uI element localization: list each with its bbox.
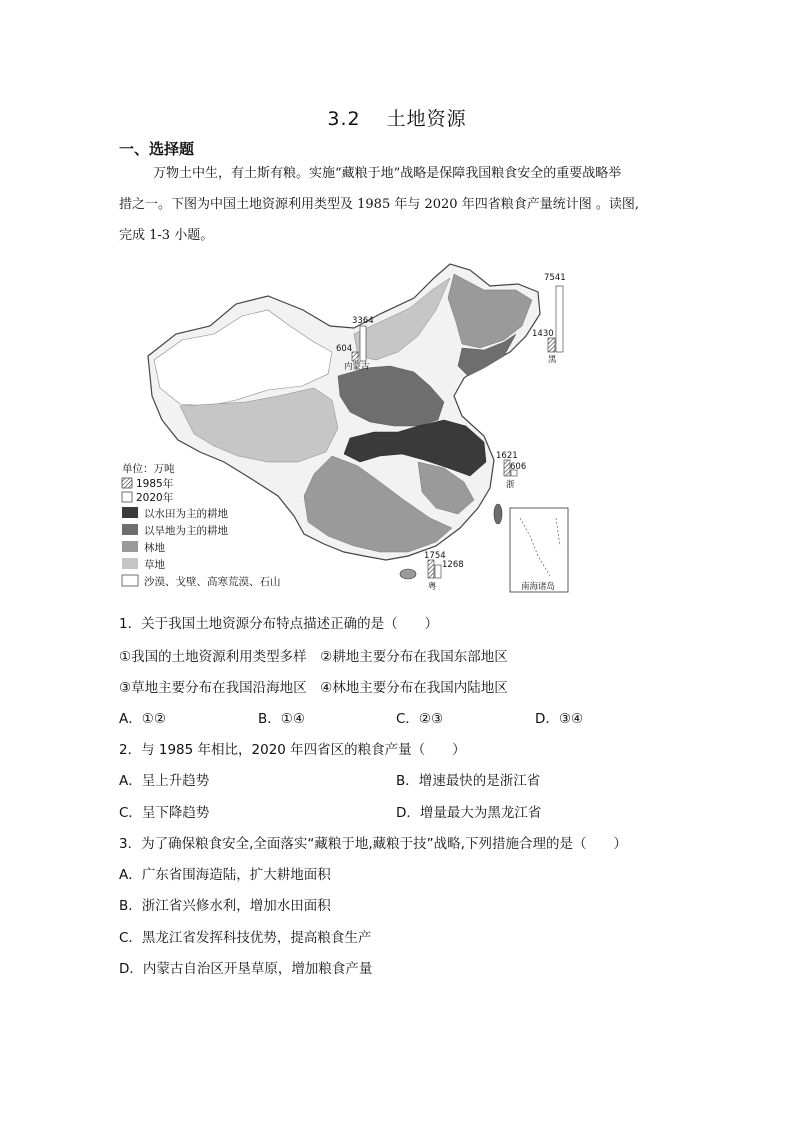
legend-label-2020: 2020年 [136,492,174,504]
question-1-statement-1: ①我国的土地资源利用类型多样 ②耕地主要分布在我国东部地区 [119,649,508,665]
legend-label-desert: 沙漠、戈壁、高寒荒漠、石山 [144,576,281,588]
bar-value-1985: 604 [336,344,353,354]
question-1-option-b[interactable]: B．①④ [258,711,305,727]
question-3-option-d[interactable]: D．内蒙古自治区开垦草原，增加粮食产量 [119,961,373,977]
legend-label-1985: 1985年 [136,478,174,490]
bar-province-label: 内蒙古 [344,362,370,372]
question-1-option-d[interactable]: D．③④ [535,711,584,727]
section-heading: 一、选择题 [119,140,195,158]
bar-value-2020: 3364 [352,316,374,326]
bar-1985 [428,560,434,578]
bar-2020 [435,565,441,578]
question-3-stem: 3．为了确保粮食安全,全面落实“藏粮于地,藏粮于技”战略,下列措施合理的是（ ） [119,836,627,852]
page-title [0,104,794,131]
question-3-option-c[interactable]: C．黑龙江省发挥科技优势，提高粮食生产 [119,930,372,946]
question-2-option-a[interactable]: A．呈上升趋势 [119,773,210,789]
legend-swatch-paddy [122,507,138,518]
bar-2020 [360,326,366,361]
legend-swatch-1985 [122,478,132,488]
bar-1985 [352,352,358,361]
intro-line-3: 完成 1-3 小题。 [119,228,214,243]
bar-province-label: 浙 [506,480,515,490]
question-1-option-c[interactable]: C．②③ [396,711,444,727]
legend-label-forest: 林地 [144,542,165,554]
question-2-option-c[interactable]: C．呈下降趋势 [119,805,210,821]
legend-swatch-dry [122,524,138,535]
taiwan-island [494,504,502,524]
title-number: 3.2 [327,108,361,130]
legend-label-grass: 草地 [144,559,165,571]
legend-swatch-grass [122,558,138,569]
hainan-island [400,569,416,579]
legend-swatch-2020 [122,492,132,502]
bar-province-label: 黑 [548,355,557,365]
south-china-sea-inset [510,508,568,592]
question-2-option-b[interactable]: B．增速最快的是浙江省 [396,773,541,789]
question-1-statement-2: ③草地主要分布在我国沿海地区 ④林地主要分布在我国内陆地区 [119,680,508,696]
bar-value-1985: 1621 [496,451,518,461]
legend-label-paddy: 以水田为主的耕地 [144,508,228,520]
question-1-stem: 1．关于我国土地资源分布特点描述正确的是（ ） [119,616,439,632]
question-2-stem: 2．与 1985 年相比，2020 年四省区的粮食产量（ ） [119,742,466,758]
question-2-option-d[interactable]: D．增量最大为黑龙江省 [396,805,542,821]
intro-line-1: 万物土中生，有土斯有粮。实施“藏粮于地”战略是保障我国粮食安全的重要战略举 [153,166,622,181]
bar-group-guangdong [424,551,464,592]
bar-value-2020: 606 [510,462,527,472]
legend-label-dry: 以旱地为主的耕地 [144,525,228,537]
bar-province-label: 粤 [428,582,437,592]
bar-2020 [556,286,563,352]
intro-line-2: 措之一。下图为中国土地资源利用类型及 1985 年与 2020 年四省粮食产量统计图 。读图, [119,197,639,212]
bar-value-1985: 1754 [424,551,446,561]
intro-paragraph [119,158,675,251]
bar-value-2020: 1268 [442,560,464,570]
bar-group-zhejiang [496,451,526,490]
bar-value-2020: 7541 [544,273,566,283]
inset-label: 南海诸岛 [520,582,556,592]
legend-unit: 单位：万吨 [122,463,175,475]
question-3-option-b[interactable]: B．浙江省兴修水利，增加水田面积 [119,898,331,914]
bar-1985 [548,338,555,352]
bar-value-1985: 1430 [532,329,554,339]
question-1-option-a[interactable]: A．①② [119,711,166,727]
land-use-map-figure [118,256,578,596]
legend-swatch-desert [122,575,138,586]
question-3-option-a[interactable]: A．广东省围海造陆，扩大耕地面积 [119,867,331,883]
legend-swatch-forest [122,541,138,552]
title-text: 土地资源 [386,108,467,130]
